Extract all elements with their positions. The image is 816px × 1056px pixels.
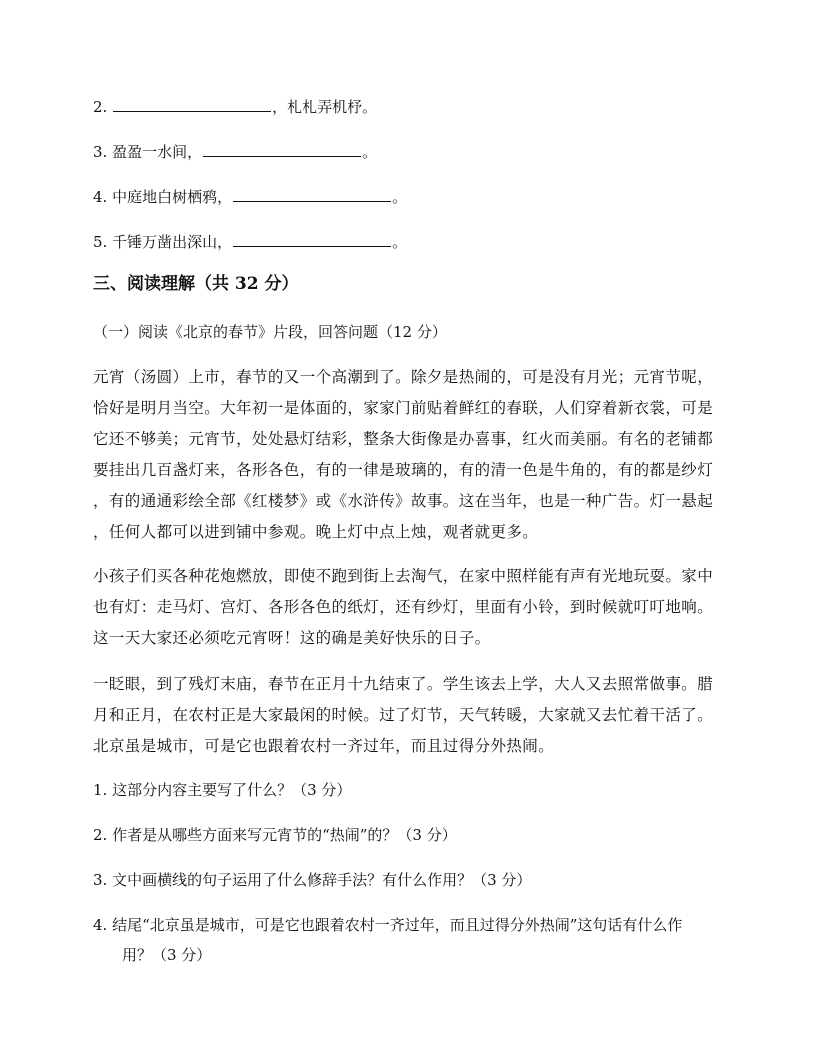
paragraph-line: 要挂出几百盏灯来，各形各色，有的一律是玻璃的，有的清一色是牛角的，有的都是纱灯 bbox=[93, 461, 714, 479]
fill-blank-item-5 bbox=[93, 231, 407, 252]
paragraph-line: ，任何人都可以进到铺中参观。晚上灯中点上烛，观者就更多。 bbox=[93, 523, 539, 541]
paragraph-line: ，有的通通彩绘全部《红楼梦》或《水浒传》故事。这在当年，也是一种广告。灯一悬起 bbox=[93, 492, 714, 510]
paragraph-line: 恰好是明月当空。大年初一是体面的，家家门前贴着鲜红的春联，人们穿着新衣裳，可是 bbox=[93, 399, 714, 417]
item-number: 5. bbox=[93, 233, 113, 251]
paragraph-line: 也有灯：走马灯、宫灯、各形各色的纸灯，还有纱灯，里面有小铃，到时候就叮叮地响。 bbox=[93, 598, 714, 616]
answer-blank[interactable] bbox=[113, 96, 271, 112]
line-text-after: 。 bbox=[392, 233, 408, 251]
line-text-after: 。 bbox=[362, 143, 378, 161]
paragraph-line: 元宵（汤圆）上市，春节的又一个高潮到了。除夕是热闹的，可是没有月光；元宵节呢， bbox=[93, 368, 714, 386]
question-1: 1. 这部分内容主要写了什么？（3 分） bbox=[93, 781, 352, 799]
fill-blank-item-4 bbox=[93, 186, 407, 207]
line-text-after: ，札札弄机杼。 bbox=[272, 98, 378, 116]
line-text-after: 。 bbox=[392, 188, 408, 206]
line-text-before: 盈盈一水间， bbox=[112, 143, 203, 161]
question-4: 4. 结尾“北京虽是城市，可是它也跟着农村一齐过年，而且过得分外热闹”这句话有什么作 bbox=[93, 916, 683, 934]
question-3: 3. 文中画横线的句子运用了什么修辞手法？有什么作用？（3 分） bbox=[93, 871, 532, 889]
item-number: 2. bbox=[93, 98, 113, 116]
line-text-before: 千锤万凿出深山， bbox=[112, 233, 233, 251]
reading-subheading: （一）阅读《北京的春节》片段，回答问题（12 分） bbox=[93, 323, 447, 341]
answer-blank[interactable] bbox=[233, 186, 391, 202]
paragraph-line: 一眨眼，到了残灯末庙，春节在正月十九结束了。学生该去上学，大人又去照常做事。腊 bbox=[93, 675, 714, 693]
reading-paragraph-3 bbox=[93, 669, 725, 762]
paragraph-line: 它还不够美；元宵节，处处悬灯结彩，整条大街像是办喜事，红火而美丽。有名的老铺都 bbox=[93, 430, 714, 448]
paragraph-line: 北京虽是城市，可是它也跟着农村一齐过年，而且过得分外热闹。 bbox=[93, 737, 555, 755]
answer-blank[interactable] bbox=[233, 231, 391, 247]
line-text-before: 中庭地白树栖鸦， bbox=[112, 188, 233, 206]
paragraph-line: 小孩子们买各种花炮燃放，即使不跑到街上去淘气，在家中照样能有声有光地玩耍。家中 bbox=[93, 567, 714, 585]
item-number: 4. bbox=[93, 188, 113, 206]
paragraph-line: 这一天大家还必须吃元宵呀！这的确是美好快乐的日子。 bbox=[93, 629, 491, 647]
question-4-continuation: 用？（3 分） bbox=[122, 946, 212, 964]
section-heading: 三、阅读理解（共 32 分） bbox=[93, 274, 299, 294]
reading-paragraph-2 bbox=[93, 561, 725, 654]
fill-blank-item-2 bbox=[93, 96, 377, 117]
paragraph-line: 月和正月，在农村正是大家最闲的时候。过了灯节，天气转暖，大家就又去忙着干活了。 bbox=[93, 706, 714, 724]
answer-blank[interactable] bbox=[203, 141, 361, 157]
question-2: 2. 作者是从哪些方面来写元宵节的“热闹”的？（3 分） bbox=[93, 826, 457, 844]
reading-paragraph-1 bbox=[93, 362, 725, 548]
item-number: 3. bbox=[93, 143, 113, 161]
fill-blank-item-3 bbox=[93, 141, 377, 162]
